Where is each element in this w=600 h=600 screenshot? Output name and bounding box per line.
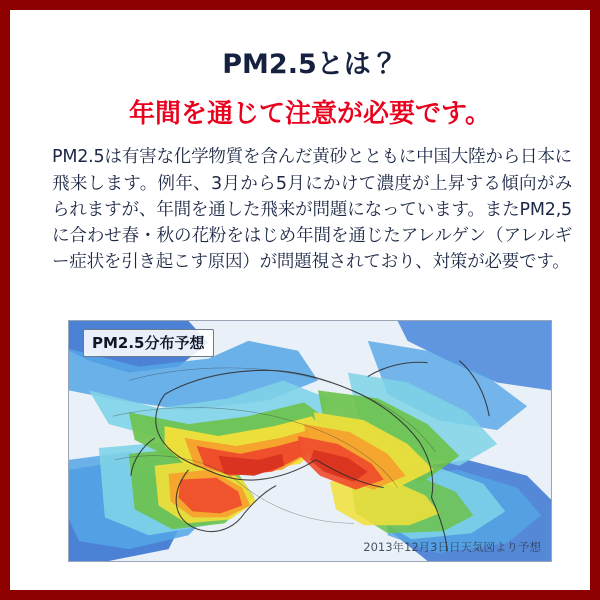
figure-credit: 2013年12月3日日天気図より予想 — [363, 540, 541, 554]
pm25-distribution-figure — [68, 320, 552, 562]
page-title: PM2.5とは？ — [222, 49, 398, 80]
content-card — [40, 32, 580, 586]
figure-label: PM2.5分布予想 — [83, 329, 214, 357]
body-paragraph-text: PM2.5は有害な化学物質を含んだ黄砂とともに中国大陸から日本に飛来します。例年、3月から5月にかけて濃度が上昇する傾向がみられますが、年間を通した飛来が問題になっています。またPM2,5に合わせ春・秋の花粉をはじめ年間を通じたアレルゲン（アレルギー症状を引き起こす原因）が問題視されており、対策が必要です。 — [52, 147, 572, 273]
pm25-map-image — [69, 321, 551, 561]
inner-white-panel — [10, 10, 590, 590]
body-paragraph — [40, 144, 580, 275]
page-subtitle: 年間を通じて注意が必要です。 — [129, 98, 491, 129]
